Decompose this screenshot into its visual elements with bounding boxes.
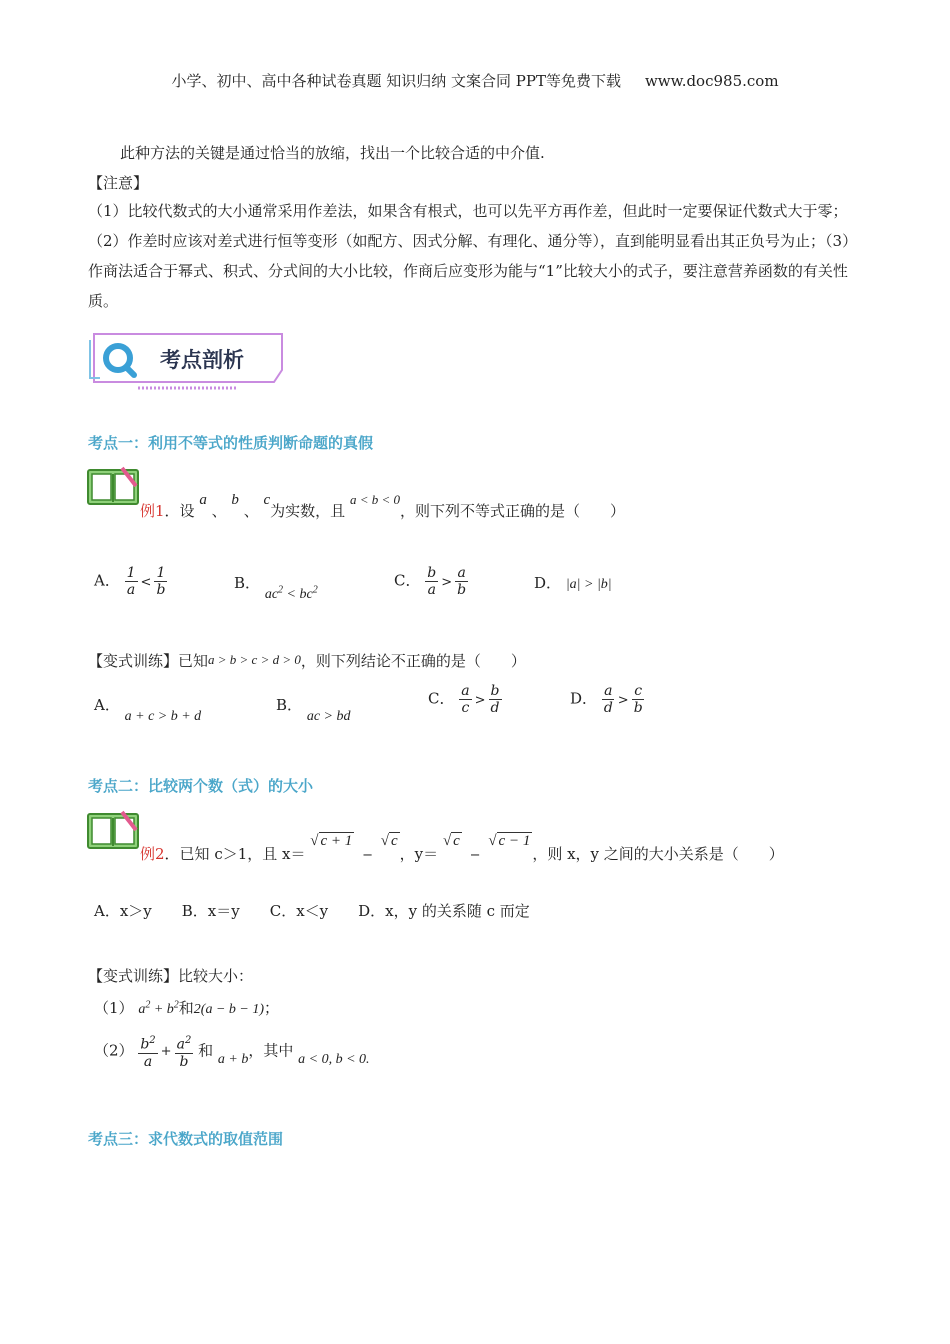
section-title-2: 考点二：比较两个数（式）的大小	[88, 777, 314, 795]
variation-1-text-a: 【变式训练】已知	[88, 652, 209, 670]
example-1-question	[140, 492, 626, 521]
var1-option-d[interactable]: D． $\frac{a}{d}$ > $\frac{c}{b}$	[570, 683, 643, 716]
variation-1-question	[88, 650, 526, 671]
q2-number: （2）	[94, 1041, 134, 1060]
var-c: c	[263, 492, 271, 508]
q1-and: 和	[178, 999, 194, 1017]
note-body: （1）比较代数式的大小通常采用作差法，如果含有根式，也可以先平方再作差，但此时一定要保证代数式大于零；（2）作差时应该对差式进行恒等变形（如配方、因式分解、有理化、通分等），直到能明显看出其正负号为止；（3）作商法适合于幂式、积式、分式间的大小比较，作商后应变形为能与“1”比较大小的式子，要注意营养函数的有关性质。	[88, 202, 858, 310]
q1-number: （1）	[94, 999, 134, 1017]
option-a-label: A．	[94, 571, 120, 590]
variation-2-q2: （2） $\frac{b^2}{a}$ + $\frac{a^2}{b}$ 和 a + b，其中 a < 0, b < 0.	[94, 1035, 370, 1070]
option-d-label: D．	[570, 689, 598, 708]
example-2-label: 例2	[140, 845, 165, 863]
example-1-label: 例1	[140, 502, 165, 520]
paragraph-intermediate: 此种方法的关键是通过恰当的放缩，找出一个比较合适的中介值.	[120, 144, 545, 162]
example-1-text-a: ．设	[164, 502, 195, 520]
example-2-text-c: ，则 x，y 之间的大小关系是（ ）	[532, 845, 784, 863]
option-c-label: C．	[394, 571, 421, 590]
option-b-label: B．	[234, 574, 261, 592]
ex1-option-c[interactable]: C． $\frac{b}{a}$ > $\frac{a}{b}$	[394, 565, 467, 598]
ex1-option-a[interactable]: A． $\frac{1}{a}$ < $\frac{1}{b}$	[94, 565, 166, 598]
note-title: 【注意】	[88, 174, 149, 192]
variation-1-text-b: ，则下列结论不正确的是（ ）	[300, 652, 526, 670]
var-b: b	[231, 492, 239, 508]
section-title-1: 考点一：利用不等式的性质判断命题的真假	[88, 434, 374, 452]
q2-condition: a < 0, b < 0.	[298, 1052, 370, 1068]
example-2-question: 例2．已知 c＞1，且 x＝ √ c + 1 − √ c，y＝ √ c − √ c − 1，则 x，y 之间的大小关系是（ ）	[140, 833, 784, 863]
var1-option-a-expr: a + c > b + d	[124, 709, 202, 724]
example-2-text-b: ，y＝	[399, 845, 439, 863]
ex2-options[interactable]: A．x＞y B．x＝y C．x＜y D．x，y 的关系随 c 而定	[94, 902, 530, 920]
page-header	[0, 70, 950, 91]
badge-title: 考点剖析	[160, 348, 244, 372]
book-icon	[86, 464, 140, 508]
section-title-3: 考点三：求代数式的取值范围	[88, 1130, 284, 1148]
variation-2-title: 【变式训练】比较大小：	[88, 967, 254, 985]
q2-sum: a + b	[217, 1052, 249, 1068]
sep-2: 、	[243, 502, 259, 520]
variation-2-q1: （1） $a^2 + b^2$和2(a − b − 1)；	[94, 999, 280, 1017]
sep-1: 、	[211, 502, 227, 520]
var1-option-a[interactable]	[94, 694, 202, 724]
example-1-text-c: ，则下列不等式正确的是（ ）	[400, 502, 626, 520]
example-1-text-b: 为实数，且	[270, 502, 346, 520]
option-a-label: A．	[94, 696, 120, 714]
q2-and: 和	[198, 1041, 214, 1060]
section-badge	[88, 330, 288, 388]
option-d-label: D．	[534, 574, 562, 592]
var-a: a	[199, 492, 207, 508]
ex1-option-b[interactable]: B． $ac^2 < bc^2$	[234, 574, 318, 602]
example-1-condition: a < b < 0	[349, 492, 401, 507]
q2-where: ，其中	[248, 1041, 294, 1060]
option-b-label: B．	[276, 696, 303, 714]
option-c-label: C．	[428, 689, 455, 708]
example-2-text-a: ．已知 c＞1，且 x＝	[164, 845, 306, 863]
header-text: 小学、初中、高中各种试卷真题 知识归纳 文案合同 PPT等免费下载	[171, 72, 621, 90]
var1-option-c[interactable]: C． $\frac{a}{c}$ > $\frac{b}{d}$	[428, 683, 500, 716]
ex1-option-d[interactable]: D． |a| > |b|	[534, 574, 612, 592]
book-icon	[86, 808, 140, 852]
var1-option-b-expr: ac > bd	[306, 709, 351, 724]
header-url[interactable]: www.doc985.com	[644, 72, 779, 90]
variation-1-condition: a > b > c > d > 0	[208, 652, 301, 667]
var1-option-b[interactable]	[276, 694, 351, 724]
